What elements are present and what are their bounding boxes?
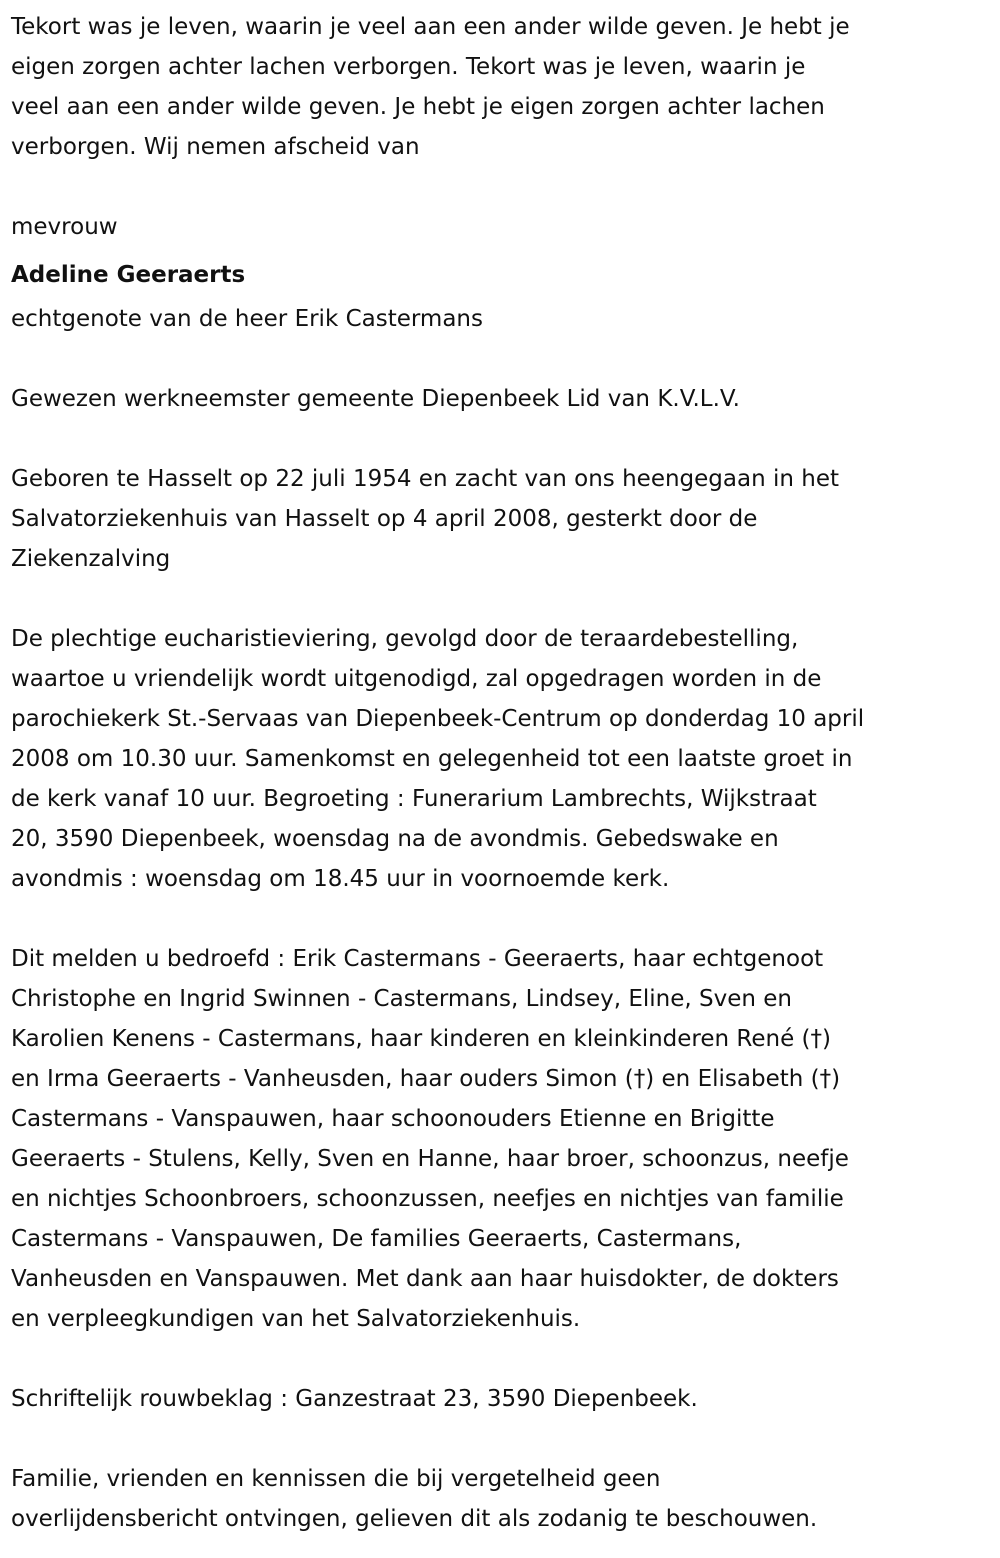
occupation-line: Gewezen werkneemster gemeente Diepenbeek Lid van K.V.L.V. [11,386,740,412]
text-line: Castermans - Vanspauwen, De families Geeraerts, Castermans, [11,1226,742,1252]
text-line: Dit melden u bedroefd : Erik Castermans - Geeraerts, haar echtgenoot [11,946,824,972]
spouse-line: echtgenote van de heer Erik Castermans [11,306,483,332]
text-line: Geeraerts - Stulens, Kelly, Sven en Hanne, haar broer, schoonzus, neefje [11,1146,849,1172]
text-line: Karolien Kenens - Castermans, haar kinderen en kleinkinderen René (†) [11,1026,831,1052]
text-line: waartoe u vriendelijk wordt uitgenodigd, zal opgedragen worden in de [11,666,822,692]
ceremony-paragraph [11,619,996,899]
obituary-document [11,7,996,1539]
family-paragraph [11,939,996,1339]
text-line: veel aan een ander wilde geven. Je hebt je eigen zorgen achter lachen [11,94,825,120]
closing-paragraph [11,1459,996,1539]
text-line: Christophe en Ingrid Swinnen - Castermans, Lindsey, Eline, Sven en [11,986,792,1012]
text-line: Vanheusden en Vanspauwen. Met dank aan haar huisdokter, de dokters [11,1266,839,1292]
text-line: Geboren te Hasselt op 22 juli 1954 en zacht van ons heengegaan in het [11,466,839,492]
text-line: overlijdensbericht ontvingen, gelieven dit als zodanig te beschouwen. [11,1506,818,1532]
text-line: en verpleegkundigen van het Salvatorziekenhuis. [11,1306,581,1332]
text-line: Castermans - Vanspauwen, haar schoonouders Etienne en Brigitte [11,1106,775,1132]
text-line: en nichtjes Schoonbroers, schoonzussen, neefjes en nichtjes van familie [11,1186,844,1212]
deceased-name: Adeline Geeraerts [11,262,246,288]
text-line: verborgen. Wij nemen afscheid van [11,134,420,160]
text-line: De plechtige eucharistieviering, gevolgd door de teraardebestelling, [11,626,799,652]
text-line: 2008 om 10.30 uur. Samenkomst en gelegenheid tot een laatste groet in [11,746,853,772]
text-line: de kerk vanaf 10 uur. Begroeting : Funerarium Lambrechts, Wijkstraat [11,786,817,812]
text-line: Ziekenzalving [11,546,171,572]
honorific: mevrouw [11,214,118,240]
text-line: parochiekerk St.-Servaas van Diepenbeek-Centrum op donderdag 10 april [11,706,865,732]
text-line: Tekort was je leven, waarin je veel aan een ander wilde geven. Je hebt je [11,14,850,40]
intro-paragraph [11,7,996,167]
text-line: avondmis : woensdag om 18.45 uur in voornoemde kerk. [11,866,670,892]
birth-death-paragraph [11,459,996,579]
text-line: 20, 3590 Diepenbeek, woensdag na de avondmis. Gebedswake en [11,826,779,852]
text-line: en Irma Geeraerts - Vanheusden, haar ouders Simon (†) en Elisabeth (†) [11,1066,841,1092]
text-line: Familie, vrienden en kennissen die bij vergetelheid geen [11,1466,661,1492]
text-line: eigen zorgen achter lachen verborgen. Tekort was je leven, waarin je [11,54,806,80]
text-line: Salvatorziekenhuis van Hasselt op 4 april 2008, gesterkt door de [11,506,758,532]
condolences-address: Schriftelijk rouwbeklag : Ganzestraat 23, 3590 Diepenbeek. [11,1386,698,1412]
